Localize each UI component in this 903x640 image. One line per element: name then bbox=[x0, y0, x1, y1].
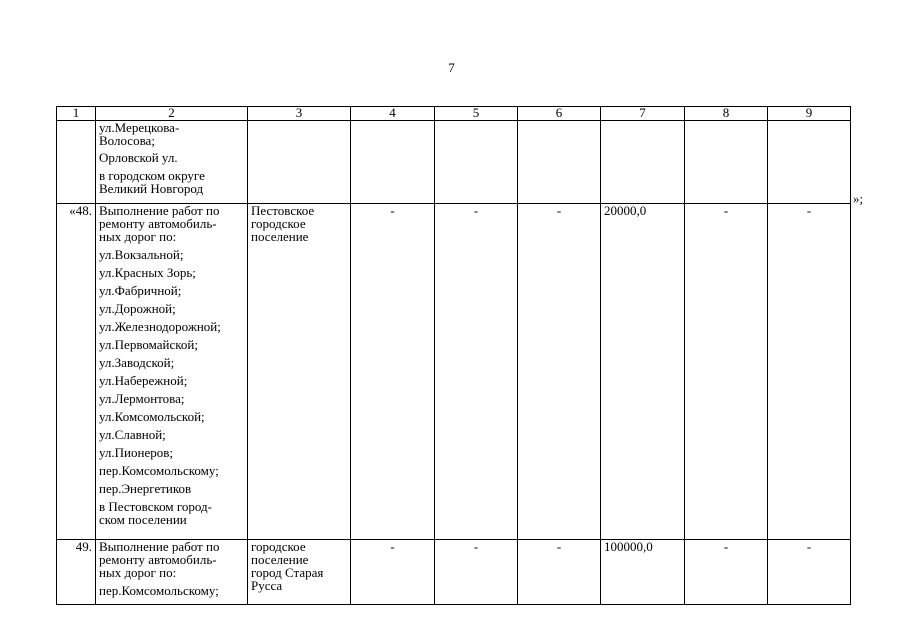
row-number-cell bbox=[57, 121, 96, 204]
work-title: Выполнение работ по ремонту автомобиль- ных дорог по: bbox=[99, 539, 220, 580]
street-line: ул.Первомайской; bbox=[99, 337, 198, 352]
col6-value: - bbox=[518, 204, 601, 540]
street-line: ул.Славной; bbox=[99, 427, 166, 442]
col6-value: - bbox=[518, 540, 601, 605]
table-row-continued bbox=[57, 121, 851, 204]
settlement-cell: городское поселение город Старая Русса bbox=[248, 540, 351, 605]
description-cell bbox=[96, 540, 248, 605]
header-cell-6: 6 bbox=[518, 107, 601, 121]
street-line: ул.Вокзальной; bbox=[99, 247, 184, 262]
col8-value: - bbox=[685, 204, 768, 540]
col7-amount: 20000,0 bbox=[601, 204, 685, 540]
col5-value: - bbox=[435, 540, 518, 605]
col8-value: - bbox=[685, 540, 768, 605]
row-number: «48. bbox=[57, 204, 96, 540]
street-line: ул.Набережной; bbox=[99, 373, 188, 388]
street-line: ул.Мерецкова- Волосова; bbox=[99, 120, 180, 148]
description-cell bbox=[96, 204, 248, 540]
appendix-table bbox=[56, 106, 851, 605]
street-line: пер.Энергетиков bbox=[99, 481, 192, 496]
street-line: пер.Комсомольскому; bbox=[99, 463, 219, 478]
col4-value: - bbox=[351, 540, 435, 605]
street-line: ул.Фабричной; bbox=[99, 283, 182, 298]
table-row-49 bbox=[57, 540, 851, 605]
street-line: ул.Дорожной; bbox=[99, 301, 176, 316]
street-line: ул.Лермонтова; bbox=[99, 391, 185, 406]
table-row-48 bbox=[57, 204, 851, 540]
location-line: в городском округе Великий Новгород bbox=[99, 168, 205, 196]
col9-value: - bbox=[768, 540, 851, 605]
header-cell-8: 8 bbox=[685, 107, 768, 121]
description-cell bbox=[96, 121, 248, 204]
col4-value: - bbox=[351, 204, 435, 540]
header-cell-9: 9 bbox=[768, 107, 851, 121]
settlement-cell: Пестовское городское поселение bbox=[248, 204, 351, 540]
header-cell-2: 2 bbox=[96, 107, 248, 121]
street-line: ул.Железнодорожной; bbox=[99, 319, 221, 334]
location-line: в Пестовском город- ском поселении bbox=[99, 499, 212, 527]
col5-value: - bbox=[435, 204, 518, 540]
street-line: ул.Пионеров; bbox=[99, 445, 173, 460]
header-cell-4: 4 bbox=[351, 107, 435, 121]
col7-amount: 100000,0 bbox=[601, 540, 685, 605]
work-title: Выполнение работ по ремонту автомобиль- ных дорог по: bbox=[99, 203, 220, 244]
closing-quote: »; bbox=[853, 191, 864, 206]
street-line: ул.Красных Зорь; bbox=[99, 265, 196, 280]
street-line: ул.Заводской; bbox=[99, 355, 175, 370]
street-line: Орловской ул. bbox=[99, 150, 178, 165]
header-cell-1: 1 bbox=[57, 107, 96, 121]
street-line: пер.Комсомольскому; bbox=[99, 583, 219, 598]
row-number: 49. bbox=[57, 540, 96, 605]
page-number: 7 bbox=[448, 60, 455, 75]
street-line: ул.Комсомольской; bbox=[99, 409, 205, 424]
header-cell-7: 7 bbox=[601, 107, 685, 121]
col9-value: - bbox=[768, 204, 851, 540]
header-row bbox=[57, 107, 851, 121]
header-cell-5: 5 bbox=[435, 107, 518, 121]
header-cell-3: 3 bbox=[248, 107, 351, 121]
